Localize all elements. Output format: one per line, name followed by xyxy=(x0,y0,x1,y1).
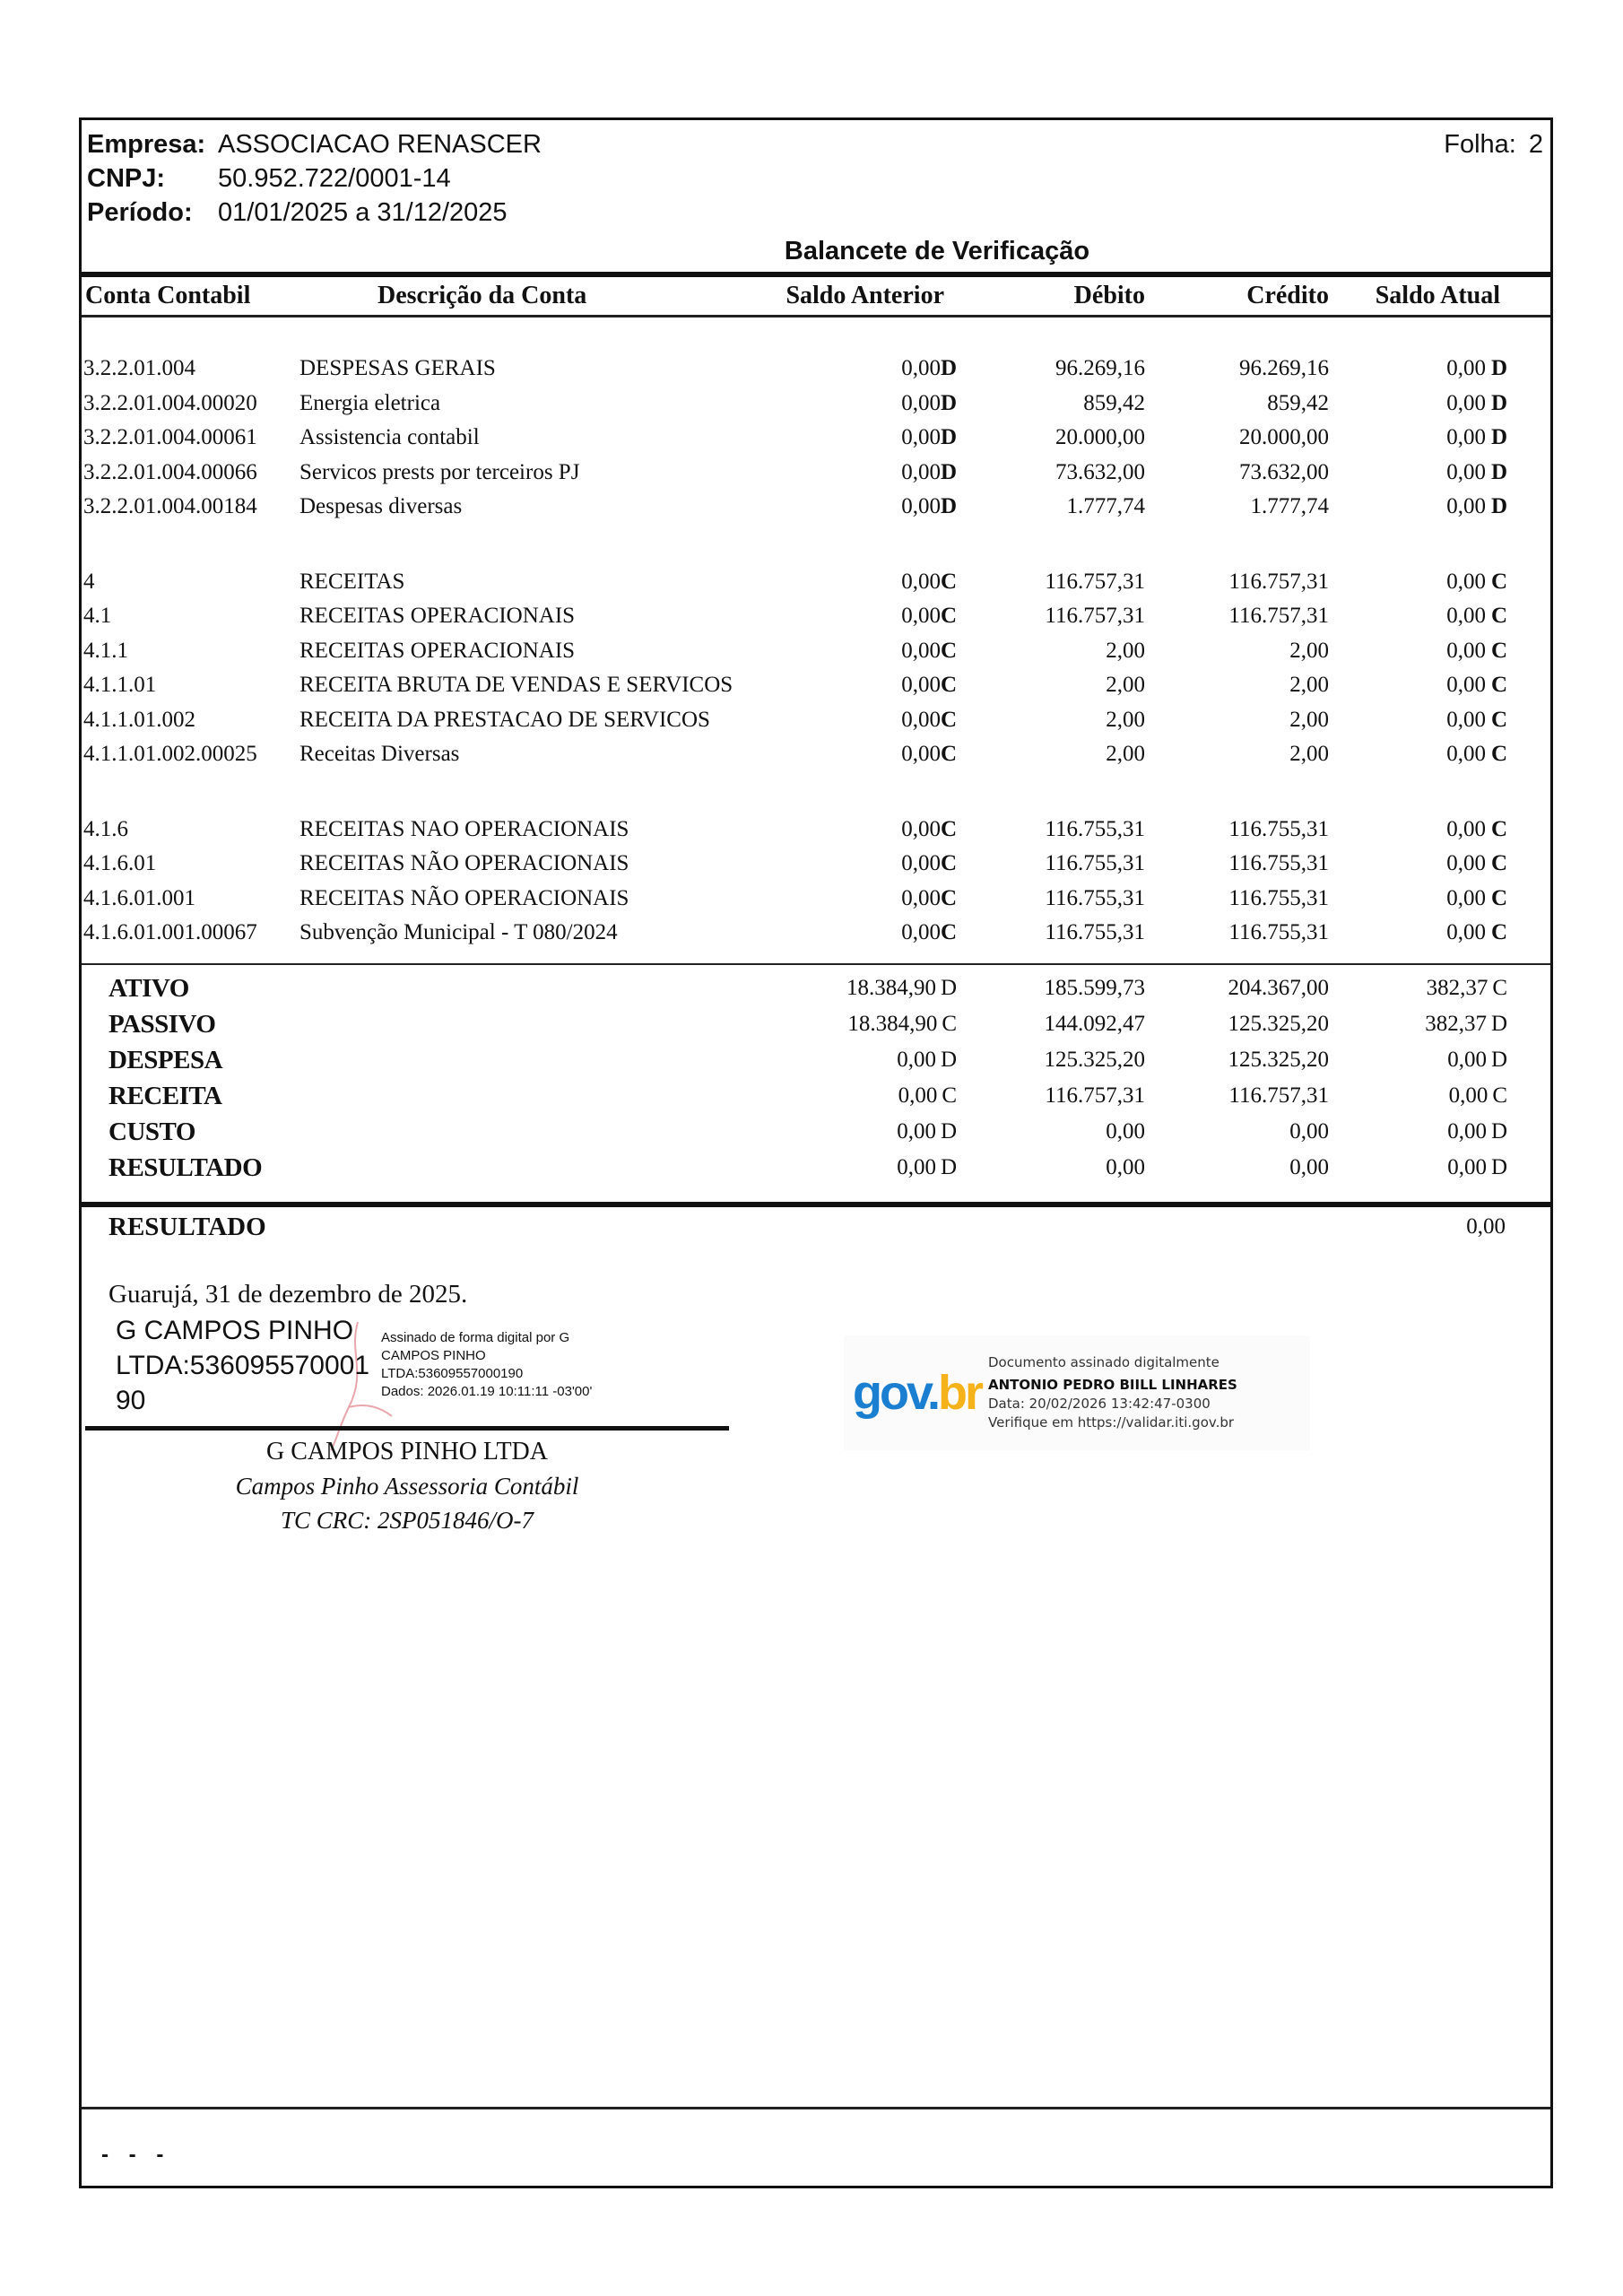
saldo-atual-value: 0,00 xyxy=(1446,459,1486,484)
cell-credito: 96.269,16 xyxy=(1239,356,1329,380)
empresa-label: Empresa: xyxy=(87,130,206,159)
saldo-atual-value: 0,00 xyxy=(1446,638,1486,663)
saldo-atual-dc: D xyxy=(1490,356,1507,380)
summary-saldo-atual-value: 0,00 xyxy=(1447,1048,1487,1072)
saldo-atual-value: 0,00 xyxy=(1446,816,1486,841)
group-spacer xyxy=(82,525,1550,565)
signer-line-3: 90 xyxy=(116,1385,146,1415)
cell-conta: 4.1.6 xyxy=(83,816,128,841)
cell-saldo-atual xyxy=(1334,916,1527,951)
saldo-atual-value: 0,00 xyxy=(1446,920,1486,944)
folha-label: Folha: xyxy=(1444,130,1516,159)
saldo-anterior-dc: C xyxy=(940,604,957,628)
govbr-logo-icon xyxy=(844,1365,981,1421)
cell-debito: 116.755,31 xyxy=(1045,816,1145,841)
cell-conta: 4.1.1.01 xyxy=(83,673,157,697)
accountant-company: G CAMPOS PINHO LTDA xyxy=(265,1438,548,1465)
saldo-atual-value: 0,00 xyxy=(1446,707,1486,732)
cell-debito: 116.755,31 xyxy=(1045,920,1145,944)
periodo-value: 01/01/2025 a 31/12/2025 xyxy=(218,198,508,227)
signer-line-2: LTDA:536095570001 xyxy=(116,1350,370,1380)
summary-saldo-anterior-value: 0,00 xyxy=(897,1048,936,1072)
table-row xyxy=(82,387,1550,422)
cell-saldo-anterior xyxy=(763,456,960,491)
document-frame xyxy=(79,117,1553,2188)
cell-credito: 116.757,31 xyxy=(1228,604,1329,628)
cell-credito: 116.755,31 xyxy=(1228,816,1329,841)
summary-saldo-atual xyxy=(1334,1006,1527,1042)
cell-credito: 116.757,31 xyxy=(1228,569,1329,594)
signer-line-1: G CAMPOS PINHO xyxy=(116,1315,354,1345)
cell-saldo-anterior xyxy=(763,668,960,703)
summary-credito: 0,00 xyxy=(1289,1119,1329,1144)
summary-credito: 125.325,20 xyxy=(1228,1048,1329,1072)
cell-debito: 859,42 xyxy=(1083,390,1145,415)
cell-debito: 116.757,31 xyxy=(1045,569,1145,594)
saldo-atual-value: 0,00 xyxy=(1446,569,1486,594)
saldo-anterior-dc: C xyxy=(940,707,957,732)
table-row xyxy=(82,456,1550,491)
cell-descricao: Energia eletrica xyxy=(299,390,441,415)
folha-value: 2 xyxy=(1528,130,1543,159)
cell-debito: 1.777,74 xyxy=(1066,494,1145,518)
summary-saldo-atual-value: 382,37 xyxy=(1426,976,1488,1000)
summary-label: PASSIVO xyxy=(108,1010,216,1039)
cell-saldo-atual xyxy=(1334,737,1527,772)
cell-debito: 20.000,00 xyxy=(1055,425,1145,449)
saldo-atual-dc: C xyxy=(1490,707,1507,732)
saldo-anterior-dc: C xyxy=(940,885,957,910)
summary-saldo-atual-dc: C xyxy=(1492,1083,1507,1108)
govbr-logo-gov: gov. xyxy=(853,1366,938,1420)
summary-saldo-anterior-dc: D xyxy=(940,1119,957,1144)
saldo-anterior-dc: C xyxy=(940,569,957,594)
cell-descricao: RECEITAS xyxy=(299,569,405,594)
cell-conta: 4.1.6.01.001.00067 xyxy=(83,920,257,944)
cell-saldo-atual xyxy=(1334,634,1527,669)
saldo-anterior-dc: D xyxy=(940,390,957,415)
cell-saldo-atual xyxy=(1334,352,1527,387)
resultado-final-row xyxy=(82,1209,1550,1245)
summary-saldo-anterior xyxy=(512,1114,960,1150)
cell-debito: 116.755,31 xyxy=(1045,851,1145,875)
saldo-atual-value: 0,00 xyxy=(1446,742,1486,766)
saldo-atual-value: 0,00 xyxy=(1446,885,1486,910)
cell-debito: 73.632,00 xyxy=(1055,459,1145,484)
summary-row xyxy=(82,970,1550,1006)
cell-descricao: RECEITAS OPERACIONAIS xyxy=(299,604,576,628)
summary-credito: 204.367,00 xyxy=(1228,976,1329,1000)
saldo-anterior-value: 0,00 xyxy=(901,851,941,875)
summary-saldo-anterior xyxy=(512,1006,960,1042)
summary-saldo-atual xyxy=(1334,1114,1527,1150)
saldo-atual-dc: D xyxy=(1490,459,1507,484)
cell-descricao: Servicos prests por terceiros PJ xyxy=(299,459,580,484)
summary-saldo-anterior-value: 18.384,90 xyxy=(846,976,936,1000)
cell-saldo-anterior xyxy=(763,916,960,951)
cell-conta: 3.2.2.01.004.00184 xyxy=(83,494,257,518)
result-divider xyxy=(79,1202,1553,1207)
cell-saldo-atual xyxy=(1334,490,1527,525)
saldo-anterior-value: 0,00 xyxy=(901,604,941,628)
saldo-anterior-dc: C xyxy=(940,638,957,663)
cell-saldo-atual xyxy=(1334,565,1527,600)
cell-saldo-anterior xyxy=(763,703,960,738)
summary-saldo-atual-value: 0,00 xyxy=(1448,1083,1488,1108)
cell-conta: 4.1.6.01 xyxy=(83,851,157,875)
summary-debito: 144.092,47 xyxy=(1044,1012,1145,1036)
column-header-credito: Crédito xyxy=(1246,282,1329,309)
cell-debito: 2,00 xyxy=(1106,673,1145,697)
cell-saldo-atual xyxy=(1334,882,1527,917)
column-header-debito: Débito xyxy=(1073,282,1145,309)
summary-divider xyxy=(82,963,1550,965)
summary-saldo-atual-dc: D xyxy=(1490,1155,1507,1179)
saldo-anterior-value: 0,00 xyxy=(901,425,941,449)
saldo-anterior-value: 0,00 xyxy=(901,390,941,415)
summary-label: DESPESA xyxy=(108,1046,223,1074)
govbr-logo-br: br xyxy=(938,1366,981,1420)
summary-saldo-anterior-value: 0,00 xyxy=(898,1083,938,1108)
table-row xyxy=(82,847,1550,882)
saldo-anterior-value: 0,00 xyxy=(901,638,941,663)
cell-debito: 96.269,16 xyxy=(1055,356,1145,380)
report-title: Balancete de Verificação xyxy=(784,237,1090,265)
cell-saldo-anterior xyxy=(763,387,960,422)
footer-divider xyxy=(82,2107,1550,2109)
saldo-anterior-value: 0,00 xyxy=(901,885,941,910)
digital-signature-details xyxy=(381,1329,592,1401)
cell-descricao: Assistencia contabil xyxy=(299,425,480,449)
cell-credito: 116.755,31 xyxy=(1228,851,1329,875)
cell-debito: 2,00 xyxy=(1106,707,1145,732)
cell-saldo-anterior xyxy=(763,565,960,600)
saldo-anterior-dc: D xyxy=(940,425,957,449)
saldo-anterior-dc: C xyxy=(940,851,957,875)
saldo-atual-value: 0,00 xyxy=(1446,356,1486,380)
resultado-final-value: 0,00 xyxy=(1466,1214,1506,1239)
cell-descricao: DESPESAS GERAIS xyxy=(299,356,496,380)
cell-debito: 116.755,31 xyxy=(1045,885,1145,910)
cell-descricao: Subvenção Municipal - T 080/2024 xyxy=(299,920,618,944)
saldo-anterior-dc: D xyxy=(940,356,957,380)
saldo-anterior-value: 0,00 xyxy=(901,356,941,380)
summary-saldo-anterior-value: 0,00 xyxy=(897,1155,936,1179)
table-row xyxy=(82,421,1550,456)
cell-descricao: RECEITAS NAO OPERACIONAIS xyxy=(299,816,629,841)
saldo-atual-value: 0,00 xyxy=(1446,425,1486,449)
column-header-conta: Conta Contabil xyxy=(85,282,251,309)
page-number xyxy=(1444,127,1543,161)
saldo-atual-value: 0,00 xyxy=(1446,851,1486,875)
periodo-label: Período: xyxy=(87,198,193,227)
cell-conta: 4 xyxy=(83,569,95,594)
table-row xyxy=(82,490,1550,525)
summary-debito: 0,00 xyxy=(1106,1119,1145,1144)
cell-credito: 2,00 xyxy=(1289,638,1329,663)
cell-saldo-anterior xyxy=(763,847,960,882)
saldo-atual-dc: D xyxy=(1490,425,1507,449)
cnpj-field xyxy=(87,161,1540,196)
table-row xyxy=(82,599,1550,634)
cell-saldo-anterior xyxy=(763,352,960,387)
summary-saldo-anterior-dc: C xyxy=(942,1083,957,1108)
cnpj-value: 50.952.722/0001-14 xyxy=(218,164,451,193)
saldo-anterior-value: 0,00 xyxy=(901,459,941,484)
accountant-subtitle: Campos Pinho Assessoria Contábil xyxy=(235,1473,579,1500)
summary-label: RESULTADO xyxy=(108,1153,263,1182)
group-spacer xyxy=(82,772,1550,813)
cell-saldo-atual xyxy=(1334,668,1527,703)
cell-descricao: RECEITA DA PRESTACAO DE SERVICOS xyxy=(299,707,710,732)
cell-credito: 2,00 xyxy=(1289,742,1329,766)
summary-credito: 125.325,20 xyxy=(1228,1012,1329,1036)
accountant-crc: TC CRC: 2SP051846/O-7 xyxy=(280,1507,534,1534)
saldo-anterior-value: 0,00 xyxy=(901,920,941,944)
table-row xyxy=(82,565,1550,600)
saldo-anterior-value: 0,00 xyxy=(901,494,941,518)
table-row xyxy=(82,703,1550,738)
table-row xyxy=(82,882,1550,917)
column-header-saldo-anterior: Saldo Anterior xyxy=(785,282,944,309)
cell-saldo-atual xyxy=(1334,813,1527,848)
cell-conta: 3.2.2.01.004.00020 xyxy=(83,390,257,415)
summary-saldo-atual xyxy=(1334,1078,1527,1114)
digital-signer-name xyxy=(116,1313,376,1418)
cell-conta: 4.1.1 xyxy=(83,638,128,663)
saldo-anterior-dc: C xyxy=(940,742,957,766)
saldo-atual-dc: C xyxy=(1490,885,1507,910)
cell-credito: 116.755,31 xyxy=(1228,920,1329,944)
cell-descricao: RECEITAS NÃO OPERACIONAIS xyxy=(299,885,629,910)
cell-saldo-atual xyxy=(1334,456,1527,491)
cell-debito: 2,00 xyxy=(1106,742,1145,766)
summary-saldo-anterior xyxy=(512,1150,960,1186)
saldo-atual-dc: C xyxy=(1490,569,1507,594)
table-row xyxy=(82,737,1550,772)
cell-descricao: RECEITAS NÃO OPERACIONAIS xyxy=(299,851,629,875)
summary-saldo-atual-value: 0,00 xyxy=(1447,1119,1487,1144)
footer-dashes: - - - xyxy=(101,2143,171,2167)
summary-saldo-anterior-dc: C xyxy=(942,1012,957,1036)
saldo-anterior-value: 0,00 xyxy=(901,742,941,766)
cell-descricao: RECEITA BRUTA DE VENDAS E SERVICOS xyxy=(299,673,733,697)
saldo-atual-value: 0,00 xyxy=(1446,673,1486,697)
govbr-verify-link[interactable]: Verifique em https://validar.iti.gov.br xyxy=(988,1414,1235,1431)
saldo-anterior-value: 0,00 xyxy=(901,569,941,594)
summary-saldo-atual-dc: C xyxy=(1492,976,1507,1000)
cell-credito: 859,42 xyxy=(1267,390,1329,415)
summary-debito: 116.757,31 xyxy=(1045,1083,1145,1108)
table-row xyxy=(82,916,1550,951)
summary-saldo-anterior-dc: D xyxy=(940,976,957,1000)
cell-conta: 4.1.1.01.002.00025 xyxy=(83,742,257,766)
cell-saldo-anterior xyxy=(763,813,960,848)
summary-saldo-atual-dc: D xyxy=(1490,1048,1507,1072)
saldo-atual-dc: C xyxy=(1490,604,1507,628)
cell-saldo-anterior xyxy=(763,599,960,634)
summary-row xyxy=(82,1150,1550,1186)
govbr-title: Documento assinado digitalmente xyxy=(988,1354,1219,1370)
cell-credito: 73.632,00 xyxy=(1239,459,1329,484)
summary-rows xyxy=(82,970,1550,1186)
saldo-anterior-dc: C xyxy=(940,816,957,841)
table-row xyxy=(82,634,1550,669)
summary-saldo-anterior-value: 18.384,90 xyxy=(847,1012,938,1036)
saldo-atual-dc: C xyxy=(1490,851,1507,875)
signature-detail-4: Dados: 2026.01.19 10:11:11 -03'00' xyxy=(381,1384,593,1399)
summary-saldo-atual-dc: D xyxy=(1490,1119,1507,1144)
empresa-value: ASSOCIACAO RENASCER xyxy=(218,130,542,159)
table-row xyxy=(82,352,1550,387)
signature-line xyxy=(85,1426,729,1431)
summary-saldo-atual-dc: D xyxy=(1490,1012,1507,1036)
cell-saldo-atual xyxy=(1334,599,1527,634)
column-header-saldo-atual: Saldo Atual xyxy=(1375,282,1500,309)
saldo-atual-value: 0,00 xyxy=(1446,494,1486,518)
summary-label: RECEITA xyxy=(108,1082,222,1110)
accountant-block xyxy=(85,1435,729,1537)
cell-conta: 3.2.2.01.004.00066 xyxy=(83,459,257,484)
govbr-signature-stamp xyxy=(844,1335,1310,1450)
cell-saldo-atual xyxy=(1334,421,1527,456)
cell-debito: 2,00 xyxy=(1106,638,1145,663)
column-header-divider xyxy=(82,315,1550,317)
govbr-signer: ANTONIO PEDRO BIILL LINHARES xyxy=(988,1377,1237,1393)
cell-conta: 3.2.2.01.004 xyxy=(83,356,195,380)
cell-saldo-atual xyxy=(1334,387,1527,422)
cnpj-label: CNPJ: xyxy=(87,164,166,193)
summary-row xyxy=(82,1042,1550,1078)
signature-detail-2: CAMPOS PINHO xyxy=(381,1348,486,1363)
summary-saldo-atual xyxy=(1334,1042,1527,1078)
summary-saldo-atual-value: 0,00 xyxy=(1447,1155,1487,1179)
column-header-descricao: Descrição da Conta xyxy=(378,282,587,309)
saldo-anterior-dc: C xyxy=(940,920,957,944)
cell-conta: 4.1 xyxy=(83,604,112,628)
signature-detail-1: Assinado de forma digital por G xyxy=(381,1330,570,1345)
summary-label: CUSTO xyxy=(108,1118,195,1146)
summary-saldo-atual-value: 382,37 xyxy=(1425,1012,1487,1036)
summary-saldo-atual xyxy=(1334,1150,1527,1186)
saldo-atual-value: 0,00 xyxy=(1446,390,1486,415)
summary-row xyxy=(82,1114,1550,1150)
summary-saldo-anterior xyxy=(512,970,960,1006)
saldo-anterior-dc: D xyxy=(940,494,957,518)
column-header-row xyxy=(82,278,1550,314)
cell-conta: 3.2.2.01.004.00061 xyxy=(83,425,257,449)
table-row xyxy=(82,668,1550,703)
saldo-atual-dc: C xyxy=(1490,638,1507,663)
cell-conta: 4.1.6.01.001 xyxy=(83,885,195,910)
summary-credito: 0,00 xyxy=(1289,1155,1329,1179)
summary-debito: 125.325,20 xyxy=(1044,1048,1145,1072)
cell-saldo-atual xyxy=(1334,847,1527,882)
summary-saldo-atual xyxy=(1334,970,1527,1006)
cell-saldo-atual xyxy=(1334,703,1527,738)
summary-saldo-anterior xyxy=(512,1042,960,1078)
govbr-text xyxy=(981,1353,1310,1432)
summary-saldo-anterior-dc: D xyxy=(940,1155,957,1179)
empresa-field xyxy=(87,127,1540,161)
summary-credito: 116.757,31 xyxy=(1228,1083,1329,1108)
saldo-anterior-value: 0,00 xyxy=(901,707,941,732)
saldo-anterior-value: 0,00 xyxy=(901,816,941,841)
saldo-anterior-dc: D xyxy=(940,459,957,484)
saldo-atual-dc: C xyxy=(1490,673,1507,697)
resultado-final-label: RESULTADO xyxy=(108,1213,266,1241)
summary-label: ATIVO xyxy=(108,974,189,1003)
cell-saldo-anterior xyxy=(763,634,960,669)
saldo-atual-dc: D xyxy=(1490,390,1507,415)
saldo-atual-dc: C xyxy=(1490,816,1507,841)
header-divider xyxy=(79,272,1553,277)
cell-conta: 4.1.1.01.002 xyxy=(83,707,195,732)
account-rows xyxy=(82,352,1550,951)
cell-debito: 116.757,31 xyxy=(1045,604,1145,628)
cell-saldo-anterior xyxy=(763,421,960,456)
digital-signature-block xyxy=(116,1311,734,1419)
periodo-field xyxy=(87,196,1540,230)
cell-credito: 2,00 xyxy=(1289,707,1329,732)
place-date: Guarujá, 31 de dezembro de 2025. xyxy=(108,1280,468,1309)
cell-descricao: Despesas diversas xyxy=(299,494,463,518)
cell-credito: 1.777,74 xyxy=(1250,494,1329,518)
saldo-atual-value: 0,00 xyxy=(1446,604,1486,628)
saldo-anterior-dc: C xyxy=(940,673,957,697)
signature-detail-3: LTDA:53609557000190 xyxy=(381,1366,524,1381)
saldo-atual-dc: C xyxy=(1490,920,1507,944)
cell-credito: 20.000,00 xyxy=(1239,425,1329,449)
summary-saldo-anterior-dc: D xyxy=(940,1048,957,1072)
summary-row xyxy=(82,1006,1550,1042)
summary-row xyxy=(82,1078,1550,1114)
table-row xyxy=(82,813,1550,848)
cell-saldo-anterior xyxy=(763,882,960,917)
saldo-atual-dc: C xyxy=(1490,742,1507,766)
cell-descricao: RECEITAS OPERACIONAIS xyxy=(299,638,576,663)
summary-saldo-anterior xyxy=(512,1078,960,1114)
govbr-date: Data: 20/02/2026 13:42:47-0300 xyxy=(988,1396,1211,1412)
summary-debito: 185.599,73 xyxy=(1044,976,1145,1000)
cell-credito: 116.755,31 xyxy=(1228,885,1329,910)
summary-saldo-anterior-value: 0,00 xyxy=(897,1119,936,1144)
cell-credito: 2,00 xyxy=(1289,673,1329,697)
saldo-anterior-value: 0,00 xyxy=(901,673,941,697)
cell-saldo-anterior xyxy=(763,490,960,525)
cell-descricao: Receitas Diversas xyxy=(299,742,460,766)
header-block xyxy=(87,127,1540,230)
cell-saldo-anterior xyxy=(763,737,960,772)
saldo-atual-dc: D xyxy=(1490,494,1507,518)
summary-debito: 0,00 xyxy=(1106,1155,1145,1179)
